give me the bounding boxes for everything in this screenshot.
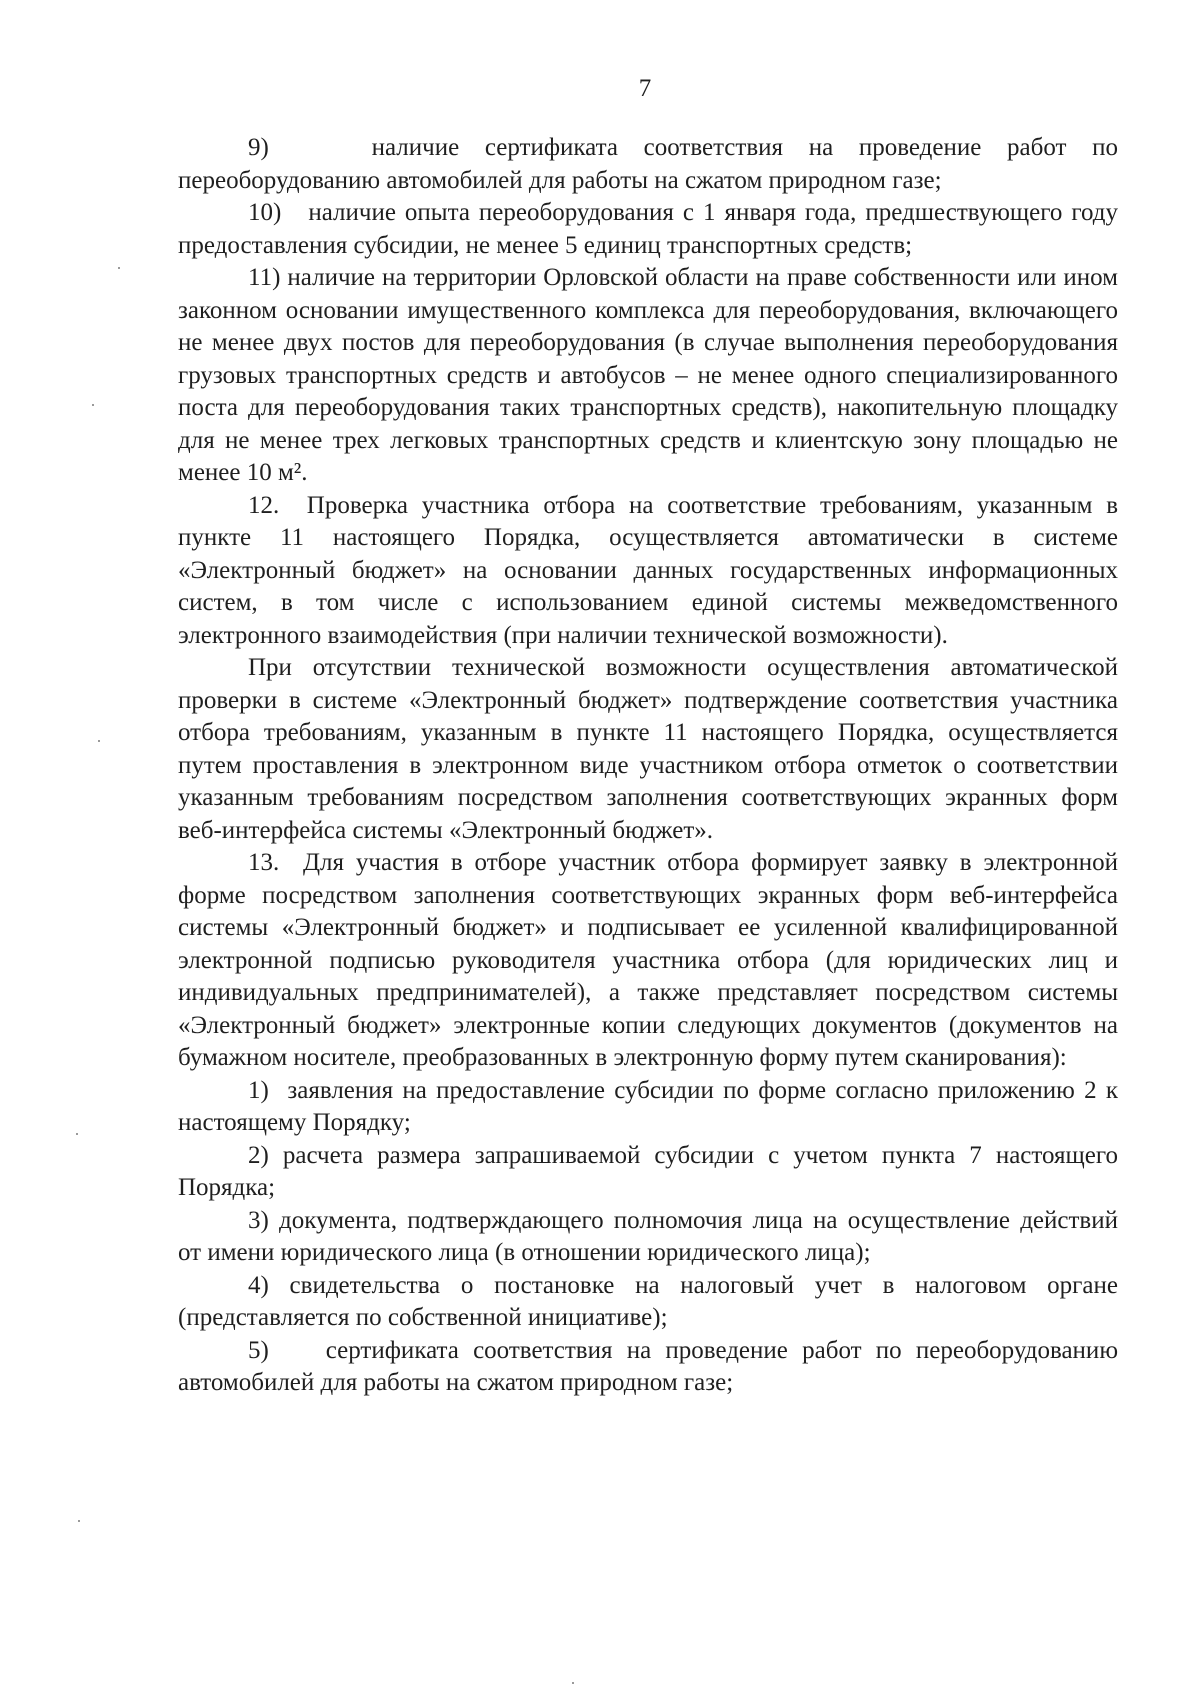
paragraph-doc-2: 2) расчета размера запрашиваемой субсидии с учетом пункта 7 настоящего Порядка; bbox=[178, 1141, 1118, 1201]
paragraph-doc-1: 1) заявления на предоставление субсидии по форме согласно приложению 2 к настоящему Порядку; bbox=[178, 1076, 1118, 1136]
paragraph-item-10: 10) наличие опыта переоборудования с 1 января года, предшествующего году предоставления субсидии, не менее 5 единиц транспортных средств; bbox=[178, 199, 1118, 259]
scan-speck bbox=[92, 404, 94, 406]
scan-speck bbox=[98, 740, 100, 742]
paragraph-item-11: 11) наличие на территории Орловской области на праве собственности или ином законном основании имущественного комплекса для переоборудования, включающего не менее двух постов для переоборудования (в случае выполнения переоборудования грузовых транспортных средств и автобусов – не менее одного специализированного поста для переоборудования таких транспортных средств), накопительную площадку для не менее трех легковых транспортных средств и клиентскую зону площадью не менее 10 м². bbox=[178, 264, 1118, 486]
paragraph-doc-4: 4) свидетельства о постановке на налоговый учет в налоговом органе (представляется по собственной инициативе); bbox=[178, 1271, 1118, 1331]
paragraph-clause-13: 13. Для участия в отборе участник отбора формирует заявку в электронной форме посредством заполнения соответствующих экранных форм веб-интерфейса системы «Электронный бюджет» и подписывает ее усиленной квалифицированной электронной подписью руководителя участника отбора (для юридических лиц и индивидуальных предпринимателей), а также представляет посредством системы «Электронный бюджет» электронные копии следующих документов (документов на бумажном носителе, преобразованных в электронную форму путем сканирования): bbox=[178, 849, 1118, 1071]
paragraph-doc-3: 3) документа, подтверждающего полномочия лица на осуществление действий от имени юридического лица (в отношении юридического лица); bbox=[178, 1206, 1118, 1266]
document-body bbox=[178, 132, 1118, 1400]
page-number: 7 bbox=[638, 75, 652, 102]
paragraph-manual-check: При отсутствии технической возможности осуществления автоматической проверки в системе «Электронный бюджет» подтверждение соответствия участника отбора требованиям, указанным в пункте 11 настоящего Порядка, осуществляется путем проставления в электронном виде участником отбора отметок о соответствии указанным требованиям посредством заполнения соответствующих экранных форм веб-интерфейса системы «Электронный бюджет». bbox=[178, 654, 1118, 844]
scan-speck bbox=[76, 1133, 78, 1135]
paragraph-doc-5: 5) сертификата соответствия на проведение работ по переоборудованию автомобилей для работы на сжатом природном газе; bbox=[178, 1336, 1118, 1396]
scan-speck bbox=[572, 1682, 574, 1684]
paragraph-clause-12: 12. Проверка участника отбора на соответствие требованиям, указанным в пункте 11 настоящего Порядка, осуществляется автоматически в системе «Электронный бюджет» на основании данных государственных информационных систем, в том числе с использованием единой системы межведомственного электронного взаимодействия (при наличии технической возможности). bbox=[178, 491, 1118, 649]
scan-speck bbox=[118, 267, 120, 269]
scan-speck bbox=[78, 1520, 80, 1522]
paragraph-item-9: 9) наличие сертификата соответствия на проведение работ по переоборудованию автомобилей для работы на сжатом природном газе; bbox=[178, 134, 1118, 194]
